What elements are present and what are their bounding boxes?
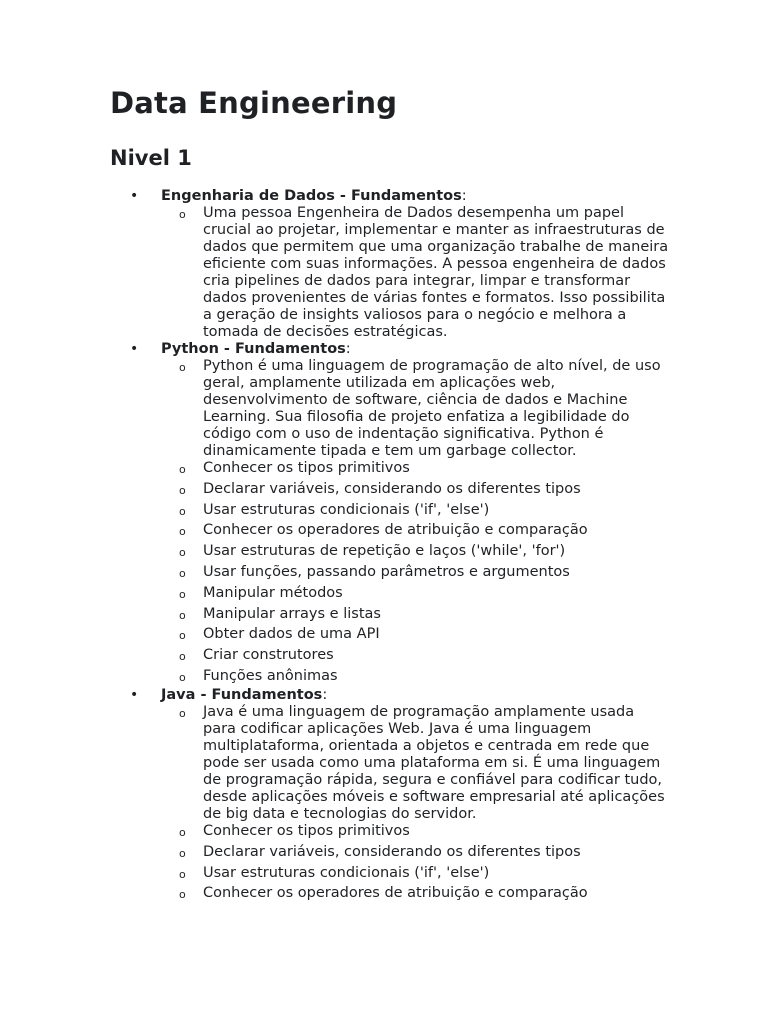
topic-suffix: : bbox=[345, 341, 351, 357]
subtopic-item bbox=[161, 205, 670, 341]
circle-bullet-icon: o bbox=[179, 463, 186, 476]
circle-bullet-icon: o bbox=[179, 825, 186, 839]
topic-list bbox=[110, 188, 670, 902]
bullet-icon: • bbox=[130, 341, 139, 357]
subtopic-item bbox=[161, 502, 670, 519]
topic-item bbox=[110, 687, 670, 902]
subtopic-item bbox=[161, 885, 670, 902]
topic-heading bbox=[161, 341, 670, 358]
topic-name: Java - Fundamentos bbox=[161, 686, 323, 703]
subtopic-item bbox=[161, 543, 670, 560]
subtopic-item bbox=[161, 460, 670, 477]
circle-bullet-icon: o bbox=[179, 566, 186, 580]
topic-suffix: : bbox=[461, 188, 467, 204]
topic-item bbox=[110, 188, 670, 341]
subtopic-item bbox=[161, 522, 670, 539]
bullet-icon: • bbox=[130, 188, 139, 204]
circle-bullet-icon: o bbox=[179, 608, 186, 622]
subtopic-item bbox=[161, 606, 670, 623]
subtopic-text: Uma pessoa Engenheira de Dados desempenha um papel crucial ao projetar, implementar e manter as infraestruturas de dados que permitem que uma organização trabalhe de maneira eficiente com suas informações. A pessoa engenheira de dados cria pipelines de dados para integrar, limpar e transformar dados provenientes de várias fontes e formatos. Isso possibilita a geração de insights valiosos para o negócio e melhora a tomada de decisões estratégicas. bbox=[203, 205, 669, 340]
subtopic-text: Manipular métodos bbox=[203, 584, 343, 601]
subtopic-text: Funções anônimas bbox=[203, 667, 338, 684]
bullet-icon: • bbox=[130, 686, 139, 703]
circle-bullet-icon: o bbox=[179, 846, 186, 860]
subtopic-item bbox=[161, 358, 670, 460]
circle-bullet-icon: o bbox=[179, 587, 186, 601]
document-title: Data Engineering bbox=[110, 86, 398, 120]
subtopic-text: Declarar variáveis, considerando os diferentes tipos bbox=[203, 843, 581, 860]
subtopic-text: Criar construtores bbox=[203, 647, 334, 664]
topic-heading bbox=[161, 188, 670, 205]
subtopic-list bbox=[161, 704, 670, 902]
circle-bullet-icon: o bbox=[179, 525, 186, 539]
circle-bullet-icon: o bbox=[179, 650, 186, 664]
subtopic-text: Usar estruturas condicionais ('if', 'else') bbox=[203, 501, 490, 518]
level-heading: Nivel 1 bbox=[110, 146, 192, 170]
subtopic-text: Conhecer os operadores de atribuição e comparação bbox=[203, 522, 588, 539]
subtopic-item bbox=[161, 647, 670, 664]
circle-bullet-icon: o bbox=[179, 483, 186, 497]
subtopic-text: Usar funções, passando parâmetros e argumentos bbox=[203, 563, 570, 580]
subtopic-text: Usar estruturas de repetição e laços ('while', 'for') bbox=[203, 543, 566, 560]
document-page bbox=[110, 82, 670, 902]
subtopic-item bbox=[161, 564, 670, 581]
topic-heading bbox=[161, 687, 670, 704]
circle-bullet-icon: o bbox=[179, 504, 186, 518]
circle-bullet-icon: o bbox=[179, 888, 186, 902]
circle-bullet-icon: o bbox=[179, 706, 186, 720]
subtopic-text: Java é uma linguagem de programação amplamente usada para codificar aplicações Web. Java é uma linguagem multiplataforma, orientada a objetos e centrada em rede que pode ser usada como uma plataforma em si. É uma linguagem de programação rápida, segura e confiável para codificar tudo, desde aplicações móveis e software empresarial até aplicações de big data e tecnologias do servidor. bbox=[203, 703, 665, 822]
topic-name: Python - Fundamentos bbox=[161, 341, 346, 357]
subtopic-list bbox=[161, 358, 670, 685]
subtopic-item bbox=[161, 481, 670, 498]
topic-suffix: : bbox=[322, 686, 328, 703]
subtopic-item bbox=[161, 865, 670, 882]
circle-bullet-icon: o bbox=[179, 361, 186, 374]
circle-bullet-icon: o bbox=[179, 208, 186, 221]
subtopic-text: Conhecer os tipos primitivos bbox=[203, 460, 410, 476]
circle-bullet-icon: o bbox=[179, 546, 186, 560]
subtopic-item bbox=[161, 585, 670, 602]
subtopic-text: Conhecer os tipos primitivos bbox=[203, 822, 410, 839]
subtopic-text: Usar estruturas condicionais ('if', 'else') bbox=[203, 864, 490, 881]
circle-bullet-icon: o bbox=[179, 670, 186, 684]
subtopic-item bbox=[161, 704, 670, 823]
subtopic-item bbox=[161, 844, 670, 861]
subtopic-text: Obter dados de uma API bbox=[203, 626, 380, 643]
subtopic-item bbox=[161, 668, 670, 685]
subtopic-text: Python é uma linguagem de programação de alto nível, de uso geral, amplamente utilizada em aplicações web, desenvolvimento de software, ciência de dados e Machine Learning. Sua filosofia de projeto enfatiza a legibilidade do código com o uso de indentação significativa. Python é dinamicamente tipada e tem um garbage collector. bbox=[203, 358, 661, 459]
subtopic-text: Conhecer os operadores de atribuição e comparação bbox=[203, 885, 588, 902]
subtopic-text: Declarar variáveis, considerando os diferentes tipos bbox=[203, 480, 581, 497]
subtopic-item bbox=[161, 626, 670, 643]
topic-item bbox=[110, 341, 670, 687]
circle-bullet-icon: o bbox=[179, 629, 186, 643]
topic-name: Engenharia de Dados - Fundamentos bbox=[161, 188, 462, 204]
subtopic-list bbox=[161, 205, 670, 341]
subtopic-item bbox=[161, 823, 670, 840]
subtopic-text: Manipular arrays e listas bbox=[203, 605, 381, 622]
circle-bullet-icon: o bbox=[179, 867, 186, 881]
